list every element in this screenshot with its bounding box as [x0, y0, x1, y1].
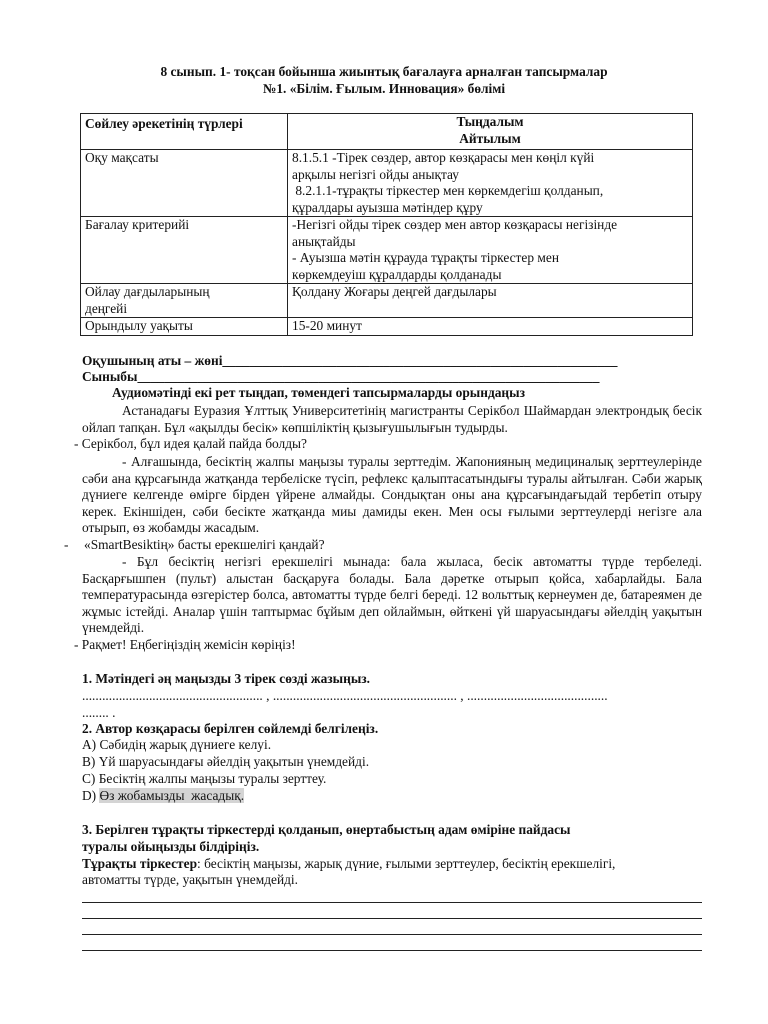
row-line: анықтайды [292, 233, 356, 249]
answer-line[interactable] [82, 918, 702, 919]
row-value [288, 284, 693, 318]
task-3-title-line-2: туралы ойыңызды білдіріңіз. [82, 839, 260, 854]
option-a[interactable]: A) Сәбидің жарық дүниеге келуі. [82, 737, 272, 752]
row-value [288, 150, 693, 217]
row-line: - Ауызша мәтін құрауда тұрақты тіркестер мен [292, 250, 559, 265]
row-line: Қолдану Жоғары деңгей дағдылары [292, 284, 497, 299]
skill-speaking: Айтылым [459, 130, 521, 146]
student-class-field[interactable]: Сыныбы_____________________________________________________________________ [82, 369, 600, 384]
row-label: Оқу мақсаты [81, 150, 288, 217]
option-d-letter: D) [82, 788, 100, 803]
table-header-right [288, 114, 693, 150]
phrases-list: : бесіктің маңызы, жарық дүние, ғылыми зерттеулер, бесіктің ерекшелігі, [197, 856, 616, 871]
table-header-left: Сөйлеу әрекетінің түрлері [81, 114, 288, 150]
instruction-text: Аудиомәтінді екі рет тыңдап, төмендегі тапсырмаларды орындаңыз [112, 385, 525, 400]
option-c[interactable]: C) Бесіктің жалпы маңызы туралы зерттеу. [82, 771, 327, 786]
assessment-table [80, 113, 693, 336]
row-value [288, 217, 693, 284]
header-section: №1. «Білім. Ғылым. Инновация» бөлімі [262, 81, 506, 96]
row-label: Орындылу уақыты [81, 318, 288, 336]
closing-line: - Рақмет! Еңбегіңіздің жемісін көріңіз! [74, 637, 296, 652]
task-3-phrases-cont: автоматты түрде, уақытын үнемдейді. [82, 872, 299, 887]
task-1-answer-dots[interactable]: ...................................................... , ....................................................... , .......................................... [82, 688, 608, 703]
table-row [81, 217, 693, 284]
row-label: Бағалау критерийі [81, 217, 288, 284]
row-label-line: деңгейі [85, 300, 128, 316]
question-1: - Серікбол, бұл идея қалай пайда болды? [74, 436, 307, 451]
task-3-phrases [82, 856, 702, 873]
row-line: құралдары ауызша мәтіндер құру [292, 199, 483, 215]
question-2: «SmartBesiktің» басты ерекшелігі қандай? [84, 537, 325, 552]
table-row [81, 318, 693, 336]
task-3-title-line-1: 3. Берілген тұрақты тіркестерді қолданып, өнертабыстың адам өміріне пайдасы [82, 822, 571, 837]
answer-line[interactable] [82, 950, 702, 951]
text-paragraph-1: Астанадағы Еуразия Ұлттық Университетінің магистранты Серікбол Шаймардан электрондық бесік ойлап тапқан. Бұл «ақылды бесік» көпшіліктің қызығушылығын тудырды. [82, 403, 702, 435]
text-paragraph-2: - Алғашында, бесіктің жалпы маңызы туралы зерттедім. Жапонияның медициналық зерттеулерінде сәби ана құрсағында жатқанда тербеліске түсіп, рефлекс қалыптасатындығы туралы айтылған. Сәби жарық дүниеге келгенде өмірге бірден үйрене алмайды. Сондықтан оны ана құрсағындағыдай тербетіп отыру керек. Екіншіден, сәби бесікте жатқанда миы дамиды екен. Мен осы ғылыми зерттеулерді негізге ала отырып, өз жобамды жасадым. [82, 454, 702, 535]
skill-listening: Тыңдалым [456, 114, 524, 129]
answer-line[interactable] [82, 934, 702, 935]
row-line: -Негізгі ойды тірек сөздер мен автор көзқарасы негізінде [292, 217, 618, 232]
row-line: көркемдеуіш құралдарды қолданады [292, 266, 502, 282]
option-b[interactable]: B) Үй шаруасындағы әйелдің уақытын үнемдейді. [82, 754, 370, 769]
table-header-row [81, 114, 693, 150]
task-1-title: 1. Мәтіндегі әң маңызды 3 тірек сөзді жазыңыз. [82, 671, 371, 686]
answer-line[interactable] [82, 902, 702, 903]
task-1-answer-dots-end[interactable]: ........ . [82, 705, 116, 720]
text-paragraph-3: - Бұл бесіктің негізгі ерекшелігі мынада: бала жыласа, бесік автоматты түрде тербеледі. Басқарғышпен (пульт) алыстан басқаруға болады. Бала дәретке отырып қойса, хабарлайды. Бала температурасында өзгерістер болса, автоматты түрде белгі береді. 12 вольттық кернеумен де, батареямен де жұмыс істейді. Аналар үшін таптырмас бұйым деп ойлаймын, өйткені үй шаруасындағы әйелдің уақытын үнемдейді. [82, 554, 702, 635]
task-2-title: 2. Автор көзқарасы берілген сөйлемді белгілеңіз. [82, 721, 379, 736]
table-row [81, 150, 693, 217]
option-d[interactable] [82, 788, 702, 805]
header-title: 8 сынып. 1- тоқсан бойынша жиынтық бағалауға арналған тапсырмалар [160, 64, 608, 79]
option-d-highlighted-text: Өз жобамызды жасадық. [99, 788, 245, 803]
row-label-line: Ойлау дағдыларының [85, 284, 210, 299]
table-row [81, 284, 693, 318]
row-line: 8.1.5.1 -Тірек сөздер, автор көзқарасы мен көңіл күйі [292, 150, 595, 165]
student-name-field[interactable]: Оқушының аты – жөні___________________________________________________________ [82, 353, 618, 368]
phrases-label: Тұрақты тіркестер [82, 856, 198, 871]
question-2-dash: - [64, 537, 69, 552]
row-line: 8.2.1.1-тұрақты тіркестер мен көркемдегіш қолданып, [292, 183, 604, 198]
row-value [288, 318, 693, 336]
row-line: арқылы негізгі ойды анықтау [292, 166, 459, 182]
row-label [81, 284, 288, 318]
row-line: 15-20 минут [292, 318, 362, 333]
